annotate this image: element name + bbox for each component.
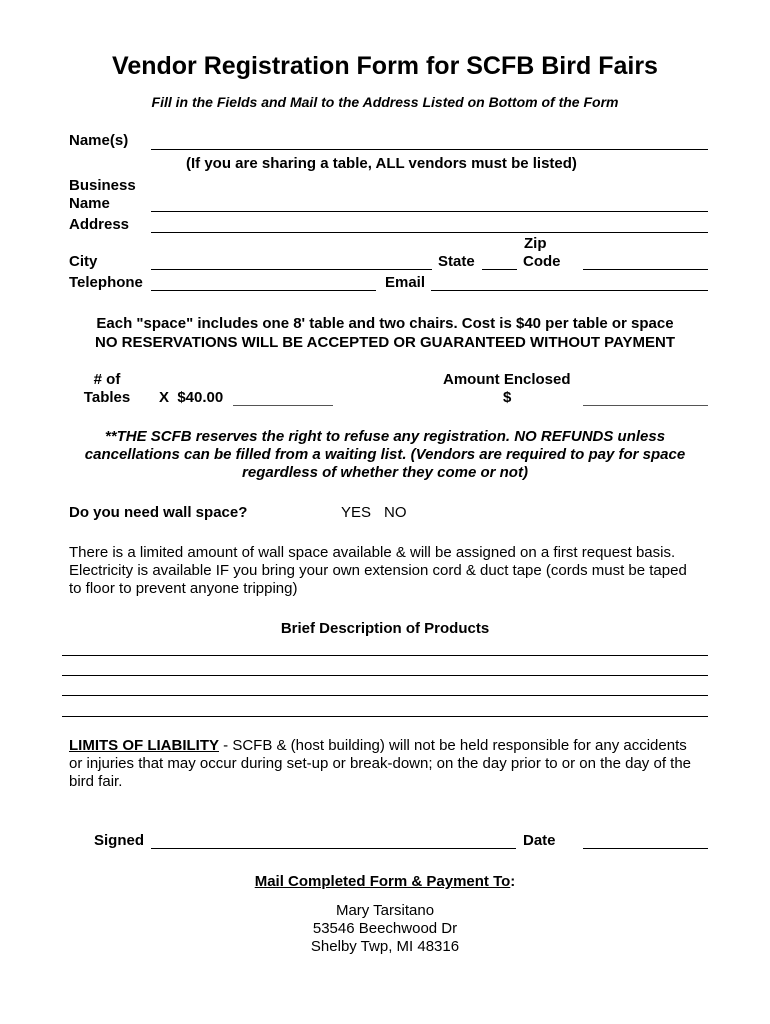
tables-count-field[interactable] <box>233 405 333 406</box>
amount-label-line1: Amount Enclosed <box>443 371 571 388</box>
products-line-1[interactable] <box>62 655 708 656</box>
liability-line2: or injuries that may occur during set-up or break-down; on the day prior to or on the day of the <box>69 755 692 772</box>
liability-heading: LIMITS OF LIABILITY <box>69 737 219 754</box>
mailing-city: Shelby Twp, MI 48316 <box>310 938 460 955</box>
mailing-heading-wrap <box>0 873 770 891</box>
business-name-field[interactable] <box>151 211 708 212</box>
email-label: Email <box>385 274 426 291</box>
business-label-line2: Name <box>69 195 110 212</box>
email-field[interactable] <box>431 290 708 291</box>
mailing-street: 53546 Beechwood Dr <box>312 920 458 937</box>
wall-info-line1: There is a limited amount of wall space available & will be assigned on a first request basis. <box>69 544 676 561</box>
wall-space-yes[interactable]: YES <box>341 504 372 521</box>
names-label: Name(s) <box>69 132 129 149</box>
address-label: Address <box>69 216 130 233</box>
refund-notice-line2: cancellations can be filled from a waiting list. (Vendors are required to pay for space <box>84 446 686 463</box>
mailing-heading: Mail Completed Form & Payment To <box>254 873 511 890</box>
signed-label: Signed <box>94 832 145 849</box>
products-heading: Brief Description of Products <box>280 620 490 637</box>
form-subtitle: Fill in the Fields and Mail to the Address Listed on Bottom of the Form <box>151 94 619 110</box>
space-info-line2: NO RESERVATIONS WILL BE ACCEPTED OR GUARANTEED WITHOUT PAYMENT <box>94 334 676 351</box>
state-field[interactable] <box>482 269 517 270</box>
mailing-name: Mary Tarsitano <box>335 902 435 919</box>
refund-notice-line1: **THE SCFB reserves the right to refuse any registration. NO REFUNDS unless <box>104 428 666 445</box>
names-field[interactable] <box>151 149 708 150</box>
names-note: (If you are sharing a table, ALL vendors must be listed) <box>186 155 577 172</box>
space-info-line1: Each "space" includes one 8' table and two chairs. Cost is $40 per table or space <box>96 315 674 332</box>
wall-space-question: Do you need wall space? <box>69 504 248 521</box>
address-field[interactable] <box>151 232 708 233</box>
products-line-4[interactable] <box>62 716 708 717</box>
state-label: State <box>438 253 475 270</box>
tables-label-line2: Tables <box>83 389 131 406</box>
telephone-label: Telephone <box>69 274 143 291</box>
products-line-2[interactable] <box>62 675 708 676</box>
wall-space-no[interactable]: NO <box>384 504 407 521</box>
zip-label-line2: Code <box>523 253 561 270</box>
date-field[interactable] <box>583 848 708 849</box>
mailing-heading-colon: : <box>510 873 516 890</box>
wall-info-line3: to floor to prevent anyone tripping) <box>69 580 298 597</box>
amount-label-line2: $ <box>503 389 512 406</box>
products-line-3[interactable] <box>62 695 708 696</box>
form-title: Vendor Registration Form for SCFB Bird Fairs <box>112 52 658 80</box>
liability-line1 <box>69 737 687 755</box>
zip-field[interactable] <box>583 269 708 270</box>
city-label: City <box>69 253 98 270</box>
zip-label-line1: Zip <box>524 235 547 252</box>
table-price: X $40.00 <box>159 389 224 406</box>
telephone-field[interactable] <box>151 290 376 291</box>
amount-enclosed-field[interactable] <box>583 405 708 406</box>
refund-notice-line3: regardless of whether they come or not) <box>242 464 528 481</box>
wall-info-line2: Electricity is available IF you bring your own extension cord & duct tape (cords must be taped <box>69 562 687 579</box>
liability-line1-text: - SCFB & (host building) will not be held responsible for any accidents <box>219 737 687 754</box>
signature-field[interactable] <box>151 848 516 849</box>
business-label-line1: Business <box>69 177 136 194</box>
city-field[interactable] <box>151 269 432 270</box>
date-label: Date <box>523 832 556 849</box>
liability-line3: bird fair. <box>69 773 123 790</box>
tables-label-line1: # of <box>93 371 121 388</box>
